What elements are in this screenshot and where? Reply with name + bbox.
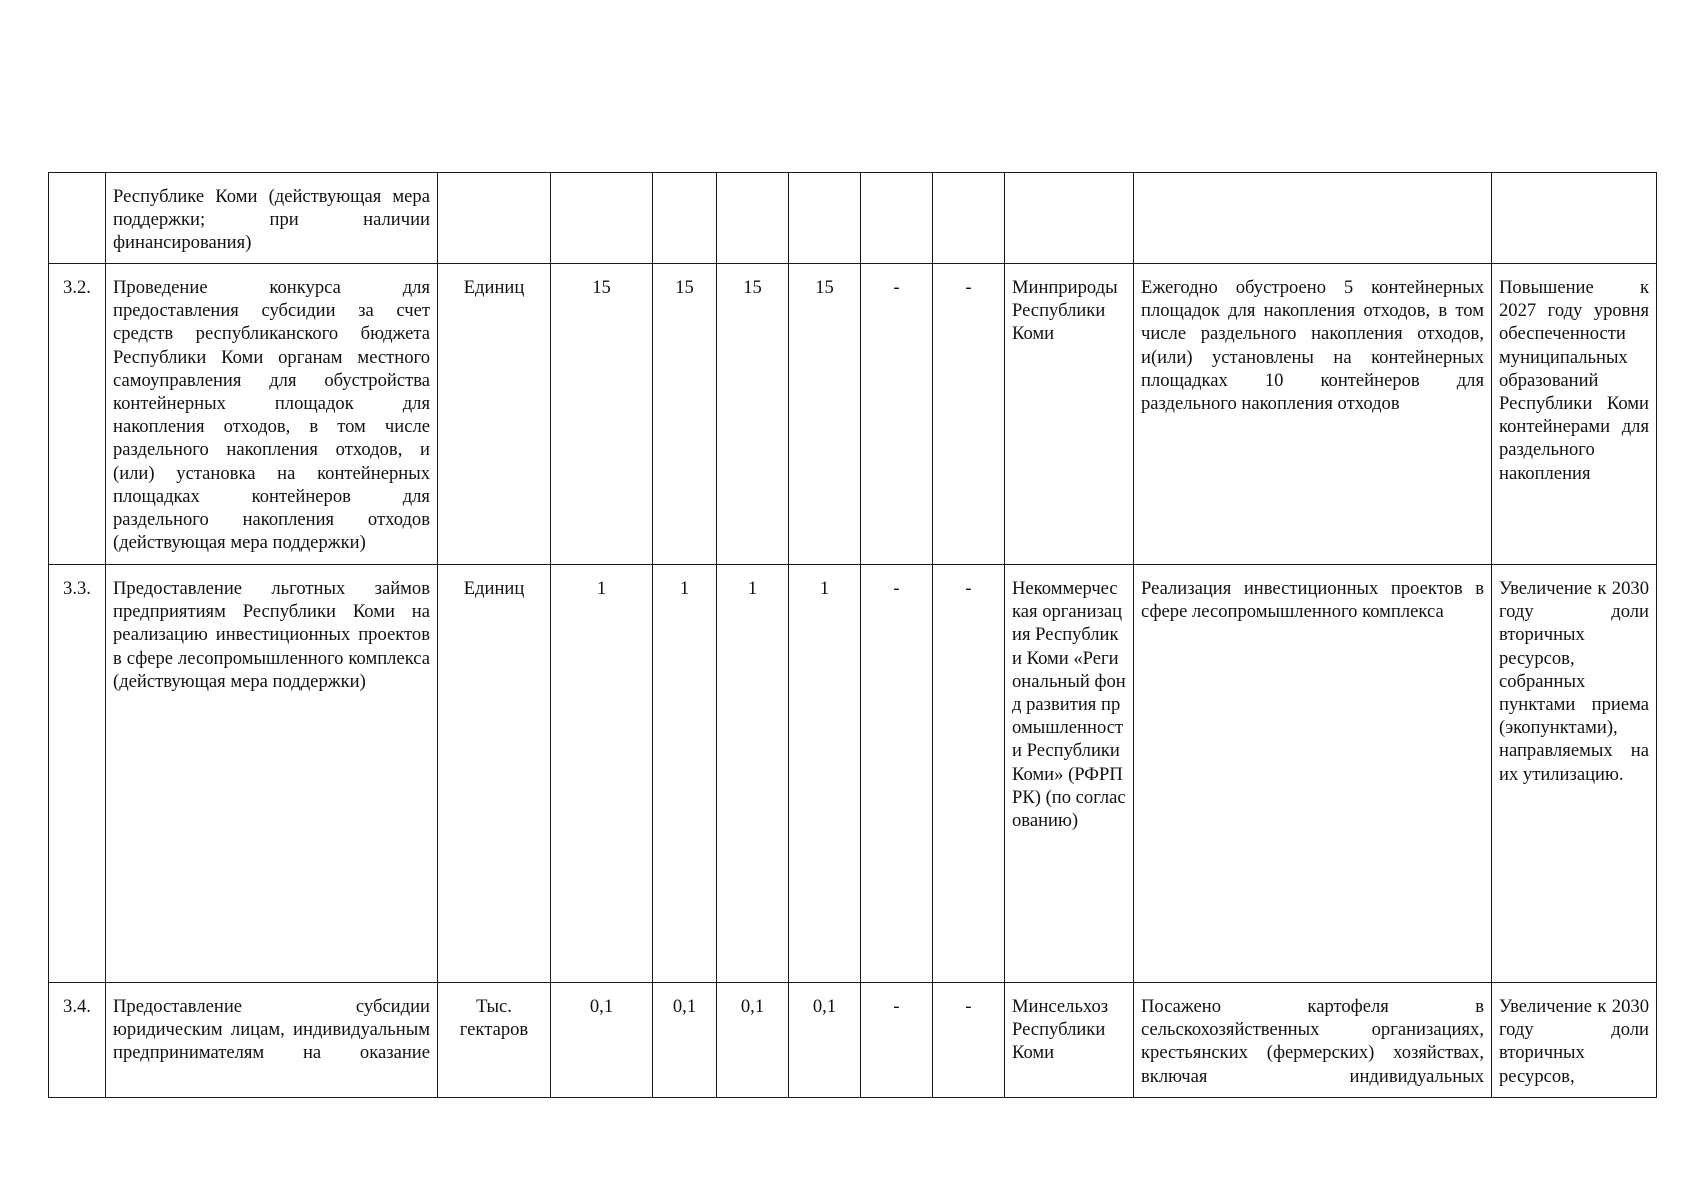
table-row [49,264,1657,565]
measures-table [48,172,1657,1098]
value-cell: 1 [717,565,789,983]
result-cell [1134,173,1492,264]
value-cell: - [861,264,933,565]
result-cell: Посажено картофеля в сельскохозяйственных организациях, крестьянских (фермерских) хозяйствах, включая индивидуальных [1134,983,1492,1098]
unit-cell [438,173,551,264]
row-number: 3.2. [49,264,106,565]
effect-cell [1492,173,1657,264]
value-cell [551,173,653,264]
value-cell: 0,1 [653,983,717,1098]
value-cell [933,173,1005,264]
value-cell: 15 [789,264,861,565]
unit-cell: Тыс. гектаров [438,983,551,1098]
result-cell: Реализация инвестиционных проектов в сфере лесопромышленного комплекса [1134,565,1492,983]
value-cell: 1 [551,565,653,983]
value-cell [789,173,861,264]
responsible-cell: Минприроды Республики Коми [1005,264,1134,565]
measure-description: Предоставление субсидии юридическим лицам, индивидуальным предпринимателям на оказание [106,983,438,1098]
value-cell: 1 [789,565,861,983]
value-cell: - [933,264,1005,565]
value-cell: 0,1 [717,983,789,1098]
value-cell: - [861,983,933,1098]
effect-cell: Повышение к 2027 году уровня обеспеченности муниципальных образований Республики Коми контейнерами для раздельного накопления [1492,264,1657,565]
value-cell: 15 [717,264,789,565]
unit-cell: Единиц [438,565,551,983]
value-cell: - [933,983,1005,1098]
result-cell: Ежегодно обустроено 5 контейнерных площадок для накопления отходов, в том числе раздельного накопления отходов, и(или) установлены на контейнерных площадках 10 контейнеров для раздельного накопления отходов [1134,264,1492,565]
responsible-cell: Некоммерческая организация Республики Коми «Региональный фонд развития промышленности Республики Коми» (РФРП РК) (по согласованию) [1005,565,1134,983]
value-cell [717,173,789,264]
value-cell [861,173,933,264]
measure-description: Предоставление льготных займов предприятиям Республики Коми на реализацию инвестиционных проектов в сфере лесопромышленного комплекса (действующая мера поддержки) [106,565,438,983]
value-cell [653,173,717,264]
row-number [49,173,106,264]
table-row [49,565,1657,983]
effect-cell: Увеличение к 2030 году доли вторичных ресурсов, собранных пунктами приема (экопунктами), направляемых на их утилизацию. [1492,565,1657,983]
row-number: 3.3. [49,565,106,983]
value-cell: - [861,565,933,983]
value-cell: 0,1 [551,983,653,1098]
responsible-cell: Минсельхоз Республики Коми [1005,983,1134,1098]
value-cell: 0,1 [789,983,861,1098]
effect-cell: Увеличение к 2030 году доли вторичных ресурсов, [1492,983,1657,1098]
value-cell: 1 [653,565,717,983]
measure-description: Проведение конкурса для предоставления субсидии за счет средств республиканского бюджета Республики Коми органам местного самоуправления для обустройства контейнерных площадок для накопления отходов, в том числе раздельного накопления отходов, и (или) установка на контейнерных площадках контейнеров для раздельного накопления отходов (действующая мера поддержки) [106,264,438,565]
table-row [49,983,1657,1098]
table-row [49,173,1657,264]
value-cell: - [933,565,1005,983]
measure-description: Республике Коми (действующая мера поддержки; при наличии финансирования) [106,173,438,264]
value-cell: 15 [551,264,653,565]
unit-cell: Единиц [438,264,551,565]
value-cell: 15 [653,264,717,565]
responsible-cell [1005,173,1134,264]
row-number: 3.4. [49,983,106,1098]
